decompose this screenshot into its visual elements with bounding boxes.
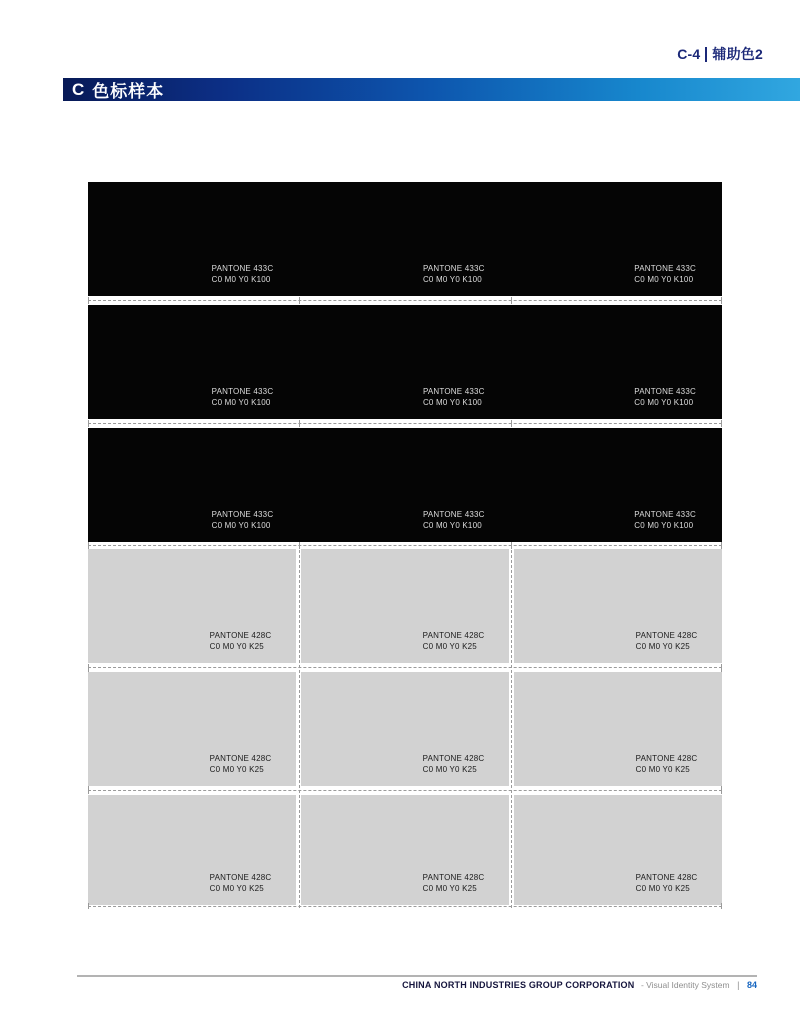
page-title: 色标样本 <box>92 82 165 101</box>
cut-tick <box>88 297 89 304</box>
swatch-label <box>423 387 485 408</box>
cut-tick <box>721 787 722 794</box>
pantone-name: PANTONE 428C <box>209 631 272 640</box>
cut-line <box>88 663 722 672</box>
cut-tick <box>88 787 89 794</box>
cut-tick <box>88 664 89 671</box>
pantone-name: PANTONE 433C <box>634 387 696 396</box>
cmyk-value: C0 M0 Y0 K25 <box>635 764 690 774</box>
swatch-label <box>210 754 272 775</box>
pantone-name: PANTONE 428C <box>209 873 272 882</box>
swatch-cell <box>88 549 296 663</box>
swatch-cell <box>511 428 722 542</box>
cut-line <box>88 905 722 908</box>
pantone-name: PANTONE 428C <box>422 873 485 882</box>
cut-tick <box>299 420 300 427</box>
swatch-cell <box>88 795 296 905</box>
swatch-cell <box>514 549 722 663</box>
swatch-cell <box>301 672 509 786</box>
footer-subtitle: - Visual Identity System <box>640 980 730 990</box>
section-header-bar <box>63 78 800 101</box>
cmyk-value: C0 M0 Y0 K100 <box>211 274 271 284</box>
pantone-name: PANTONE 433C <box>211 387 274 396</box>
pantone-name: PANTONE 428C <box>635 754 698 763</box>
pantone-name: PANTONE 428C <box>422 631 485 640</box>
cmyk-value: C0 M0 Y0 K25 <box>422 641 477 651</box>
cmyk-value: C0 M0 Y0 K100 <box>422 274 482 284</box>
cmyk-value: C0 M0 Y0 K100 <box>211 520 271 530</box>
swatch-cell <box>88 428 299 542</box>
pantone-name: PANTONE 428C <box>422 754 485 763</box>
cmyk-value: C0 M0 Y0 K100 <box>634 274 694 284</box>
swatch-row-black-2 <box>88 305 722 419</box>
swatch-cell <box>514 795 722 905</box>
cmyk-value: C0 M0 Y0 K25 <box>422 764 477 774</box>
footer-divider <box>77 975 757 977</box>
swatch-label <box>636 873 698 894</box>
swatch-row-black-3 <box>88 428 722 542</box>
cmyk-value: C0 M0 Y0 K25 <box>209 883 264 893</box>
swatch-cell <box>88 182 299 296</box>
swatch-row-gray-1 <box>88 549 722 663</box>
footer-separator: | <box>737 980 740 990</box>
section-name: 辅助色2 <box>712 46 763 62</box>
cut-tick <box>511 297 512 304</box>
pantone-name: PANTONE 433C <box>211 510 274 519</box>
section-label <box>677 44 763 64</box>
swatch-cell <box>511 182 722 296</box>
cut-line <box>88 542 722 549</box>
pantone-name: PANTONE 428C <box>635 873 698 882</box>
cmyk-value: C0 M0 Y0 K25 <box>635 641 690 651</box>
swatch-label <box>423 264 485 285</box>
swatch-label <box>212 264 274 285</box>
swatch-label <box>210 873 272 894</box>
cmyk-value: C0 M0 Y0 K25 <box>209 764 264 774</box>
pantone-name: PANTONE 433C <box>422 387 485 396</box>
pantone-name: PANTONE 428C <box>209 754 272 763</box>
footer-company: CHINA NORTH INDUSTRIES GROUP CORPORATION <box>402 980 635 990</box>
pantone-name: PANTONE 433C <box>422 510 485 519</box>
page-number: 84 <box>746 980 757 990</box>
gray-swatch-section <box>88 549 722 908</box>
swatch-label <box>423 754 485 775</box>
section-code: C-4 <box>677 46 701 62</box>
swatch-label <box>212 510 274 531</box>
cut-line <box>88 786 722 795</box>
swatch-label <box>423 631 485 652</box>
swatch-cell <box>299 428 510 542</box>
cut-tick <box>88 903 89 909</box>
swatch-grid <box>88 182 722 908</box>
swatch-cell <box>299 182 510 296</box>
cut-line <box>88 296 722 305</box>
pantone-name: PANTONE 433C <box>634 510 696 519</box>
cmyk-value: C0 M0 Y0 K100 <box>634 397 694 407</box>
swatch-label <box>212 387 274 408</box>
swatch-cell <box>514 672 722 786</box>
cmyk-value: C0 M0 Y0 K25 <box>209 641 264 651</box>
cmyk-value: C0 M0 Y0 K100 <box>422 520 482 530</box>
swatch-label <box>210 631 272 652</box>
swatch-label <box>423 873 485 894</box>
swatch-label <box>636 754 698 775</box>
pantone-name: PANTONE 433C <box>422 264 485 273</box>
cmyk-value: C0 M0 Y0 K100 <box>211 397 271 407</box>
header-code: C <box>72 79 86 99</box>
cut-tick <box>721 664 722 671</box>
cut-tick <box>88 420 89 427</box>
cut-line-vertical <box>511 545 512 908</box>
swatch-cell <box>511 305 722 419</box>
swatch-row-black-1 <box>88 182 722 296</box>
cmyk-value: C0 M0 Y0 K100 <box>422 397 482 407</box>
cut-line <box>88 419 722 428</box>
swatch-cell <box>88 305 299 419</box>
pantone-name: PANTONE 433C <box>211 264 274 273</box>
cmyk-value: C0 M0 Y0 K100 <box>634 520 694 530</box>
swatch-cell <box>299 305 510 419</box>
cut-tick <box>721 903 722 909</box>
cut-tick <box>721 297 722 304</box>
swatch-cell <box>301 795 509 905</box>
swatch-cell <box>301 549 509 663</box>
cut-tick <box>299 297 300 304</box>
footer <box>77 980 757 990</box>
swatch-label <box>423 510 485 531</box>
swatch-cell <box>88 672 296 786</box>
swatch-row-gray-3 <box>88 795 722 905</box>
swatch-row-gray-2 <box>88 672 722 786</box>
pantone-name: PANTONE 433C <box>634 264 696 273</box>
cmyk-value: C0 M0 Y0 K25 <box>422 883 477 893</box>
pantone-name: PANTONE 428C <box>635 631 698 640</box>
cut-tick <box>511 420 512 427</box>
swatch-label <box>636 631 698 652</box>
swatch-label <box>634 264 696 285</box>
swatch-label <box>634 387 696 408</box>
separator-bar <box>705 47 707 62</box>
cut-tick <box>721 420 722 427</box>
swatch-label <box>634 510 696 531</box>
cmyk-value: C0 M0 Y0 K25 <box>635 883 690 893</box>
